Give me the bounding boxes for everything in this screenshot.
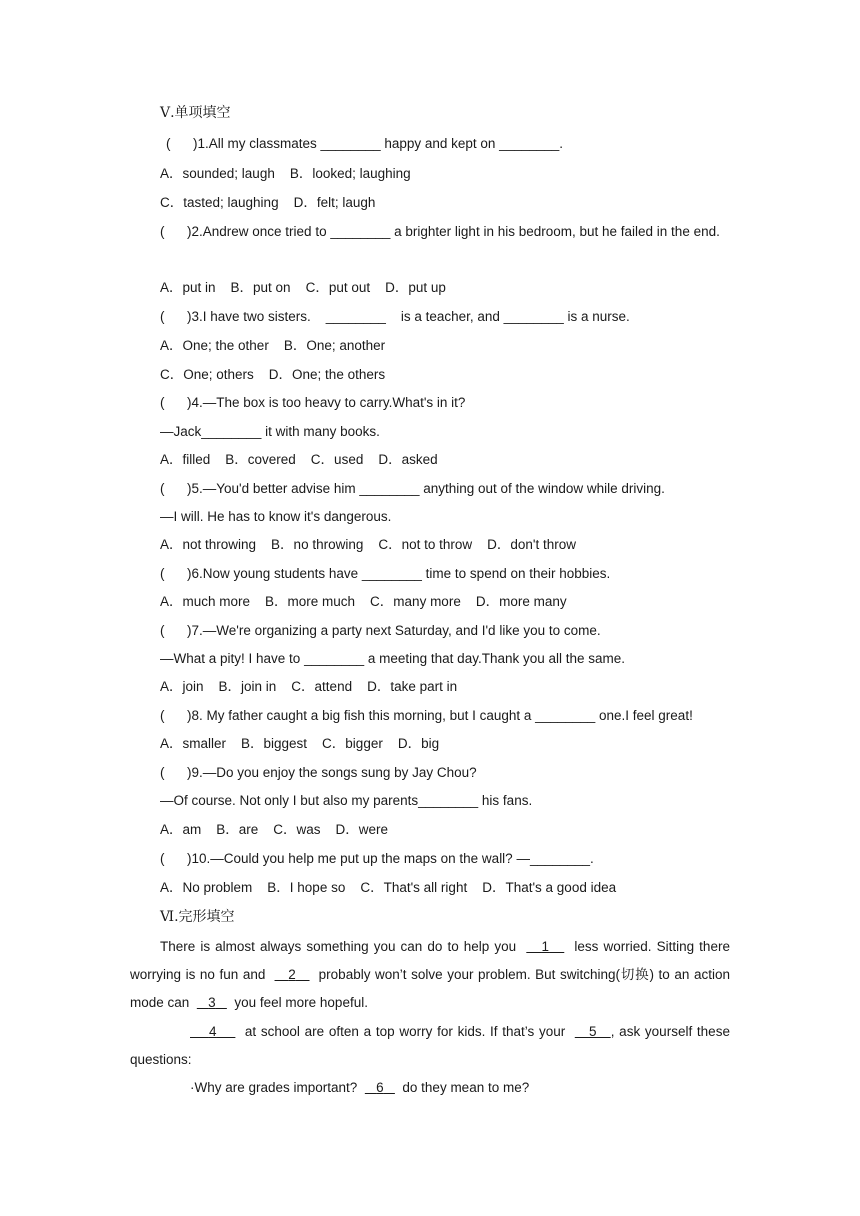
cloze-text: There is almost always something you can do to help you: [160, 939, 517, 954]
question-stem: ( )10.—Could you help me put up the maps on the wall? —________.: [160, 851, 594, 866]
question-options: A．One; the other B．One; another: [160, 338, 386, 353]
cloze-blank-2: 2: [288, 967, 296, 982]
question-options: A．am B．are C．was D．were: [160, 822, 389, 837]
cloze-text: ·Why are grades important?: [190, 1080, 358, 1095]
question-stem: ( )2.Andrew once tried to ________ a brighter light in his bedroom, but he failed in the end.: [160, 224, 720, 239]
cloze-text: probably won’t solve your problem. But switching(切换) to an action mode can: [130, 967, 730, 1010]
question-stem: ( )1.All my classmates ________ happy and kept on ________.: [166, 136, 563, 151]
question-stem: ( )9.—Do you enjoy the songs sung by Jay Chou?: [160, 765, 477, 780]
question-options: A．join B．join in C．attend D．take part in: [160, 679, 458, 694]
cloze-paragraph-2: [130, 1018, 730, 1074]
question-stem: ( )4.—The box is too heavy to carry.What's in it?: [160, 395, 466, 410]
question-stem: ( )3.I have two sisters. ________ is a teacher, and ________ is a nurse.: [160, 309, 630, 324]
section-5-title: Ⅴ.单项填空: [160, 105, 231, 121]
cloze-text: do they mean to me?: [402, 1080, 530, 1095]
cloze-paragraph-3: [190, 1079, 790, 1097]
cloze-text: less worried. Sitting there worrying is no fun and: [130, 939, 730, 982]
cloze-blank-5: 5: [588, 1024, 597, 1039]
question-options: A．not throwing B．no throwing C．not to throw D．don't throw: [160, 537, 577, 552]
question-reply: —What a pity! I have to ________ a meeting that day.Thank you all the same.: [160, 651, 626, 666]
cloze-paragraph-1: [130, 933, 730, 1017]
question-options: A．much more B．more much C．many more D．more many: [160, 594, 567, 609]
cloze-text: you feel more hopeful.: [234, 995, 368, 1010]
question-stem: ( )7.—We're organizing a party next Saturday, and I'd like you to come.: [160, 623, 601, 638]
question-reply: —I will. He has to know it's dangerous.: [160, 509, 392, 524]
cloze-blank-4: 4: [208, 1024, 217, 1039]
question-reply: —Jack________ it with many books.: [160, 424, 380, 439]
question-stem: ( )5.—You'd better advise him ________ anything out of the window while driving.: [160, 481, 665, 496]
question-stem: ( )8. My father caught a big fish this morning, but I caught a ________ one.I feel great!: [160, 708, 693, 723]
question-options: A．sounded; laugh B．looked; laughing: [160, 166, 411, 181]
question-stem: ( )6.Now young students have ________ time to spend on their hobbies.: [160, 566, 611, 581]
cloze-text: at school are often a top worry for kids. If that’s your: [244, 1024, 566, 1039]
question-options: A．smaller B．biggest C．bigger D．big: [160, 736, 440, 751]
section-6-title: Ⅵ.完形填空: [160, 909, 235, 925]
cloze-blank-6: 6: [376, 1080, 384, 1095]
question-options: A．filled B．covered C．used D．asked: [160, 452, 438, 467]
cloze-blank-3: 3: [208, 995, 216, 1010]
question-options: C．tasted; laughing D．felt; laugh: [160, 195, 376, 210]
question-reply: —Of course. Not only I but also my parents________ his fans.: [160, 793, 533, 808]
question-options: C．One; others D．One; the others: [160, 367, 386, 382]
question-options: A．put in B．put on C．put out D．put up: [160, 280, 446, 295]
cloze-text: , ask yourself these questions:: [130, 1024, 730, 1067]
cloze-blank-1: 1: [541, 939, 550, 954]
question-options: A．No problem B．I hope so C．That's all right D．That's a good idea: [160, 880, 617, 895]
